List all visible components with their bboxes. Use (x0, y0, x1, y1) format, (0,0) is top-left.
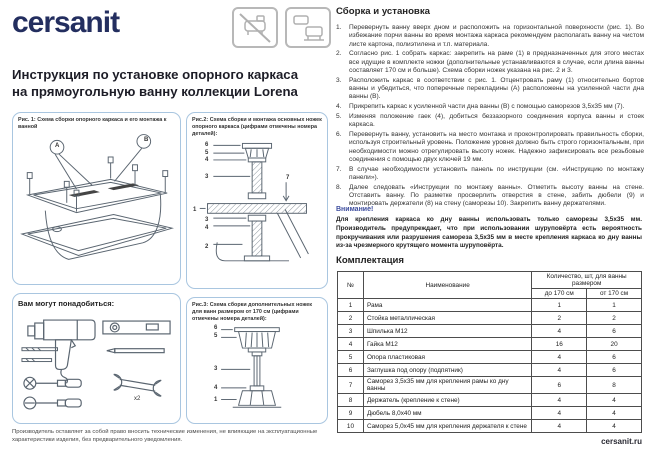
level-icon (103, 321, 170, 334)
figure-2-label: 3 (205, 174, 209, 181)
kit-row-num: 10 (338, 420, 364, 433)
figure-2-main-legs (186, 112, 328, 289)
wrench-icon (114, 374, 161, 396)
wrench-count-label: x2 (134, 396, 141, 402)
assembly-step (336, 184, 644, 209)
kit-row-qty-over: 6 (587, 325, 642, 338)
figure-3-label: 4 (214, 385, 218, 392)
kit-row-qty-over: 4 (587, 407, 642, 420)
assembly-step (336, 103, 644, 111)
figure-3-label: 1 (214, 397, 218, 404)
kit-row-qty-under: 4 (532, 407, 587, 420)
warning-text: Для крепления каркаса ко дну ванны использовать только саморезы 3,5х35 мм. Производитель предупреждает, что при использовании шуруповёрта есть вероятность прокручивания или разрушения самореза 3,5х35 мм в месте крепления каркаса ко дну ванны из-за чрезмерного крутящего момента шуруповёрта. (336, 216, 642, 250)
kit-row (338, 299, 642, 312)
step-text: Расположить каркас в соответствии с рис. 1. Отцентровать раму (1) относительно бортов ванны и убедиться, что поперечные перекладины (А) расположены на усиленной части дна ванны (B). (349, 76, 644, 101)
step-number: 1. (336, 24, 342, 31)
kit-row-name: Гайка М12 (363, 338, 531, 351)
step-number: 5. (336, 112, 342, 120)
kit-row-num: 2 (338, 312, 364, 325)
assembly-step (336, 77, 644, 102)
kit-row-num: 1 (338, 299, 364, 312)
step-text: Перевернуть ванну, установить на место монтажа и проконтролировать правильность сборки, используя строительный уровень. Положение уровня должно быть строго горизонтальным, при необходимости можно отрегулировать высоту ножек. Надежно зафиксировать все резьбовые соединения с помощью двух ключей 19 мм. (349, 131, 644, 163)
kit-row-qty-over: 6 (587, 351, 642, 364)
figure-3-label: 3 (214, 366, 218, 373)
kit-row-qty-under: 2 (532, 312, 587, 325)
figure-3-label: 5 (214, 333, 218, 340)
kit-row (338, 377, 642, 394)
kit-row-name: Шпилька М12 (363, 325, 531, 338)
kit-table (337, 271, 642, 433)
step-number: 7. (336, 165, 342, 173)
step-text: Изменяя положение гаек (4), добиться беззазорного соединения корпуса ванны и стоек каркаса. (349, 112, 644, 129)
figure-2-label: 1 (193, 207, 197, 214)
kit-row-qty-under: 4 (532, 420, 587, 433)
kit-row-num: 4 (338, 338, 364, 351)
step-text: Прикрепить каркас к усиленной части дна ванны (B) с помощью саморезов 3,5х35 мм (7). (349, 103, 625, 111)
step-number: 4. (336, 103, 342, 111)
kit-col-under-170: до 170 см (532, 289, 587, 299)
kit-row (338, 325, 642, 338)
do-not-place-on-side-icon (232, 7, 278, 48)
kit-row-name: Дюбель 8,0х40 мм (363, 407, 531, 420)
website-label: cersanit.ru (601, 437, 642, 446)
figure-1-caption: Рис. 1: Схема сборки опорного каркаса и его монтажа к ванной (18, 117, 167, 130)
kit-section-title: Комплектация (336, 255, 405, 266)
kit-row-qty-over: 8 (587, 377, 642, 394)
page-title (12, 66, 332, 100)
figure-1-label-b: B (144, 136, 149, 143)
figure-2-label: 2 (205, 244, 209, 251)
kit-row-name: Опора пластиковая (363, 351, 531, 364)
assembly-step (336, 131, 644, 164)
phillips-screwdriver-icon (24, 377, 81, 389)
figure-3-additional-legs (186, 297, 328, 424)
tools-box-title: Вам могут понадобиться: (18, 299, 115, 308)
step-number: 6. (336, 131, 342, 139)
kit-row-name: Саморез 3,5х35 мм для крепления рамы ко дну ванны (363, 377, 531, 394)
kit-col-over-170: от 170 см (587, 289, 642, 299)
kit-row-qty-over: 4 (587, 420, 642, 433)
kit-row-qty-over: 2 (587, 312, 642, 325)
step-text: Согласно рис. 1 собрать каркас: закрепить на раме (1) в предназначенных для этого местах все идущие в комплекте ножки (дополнительные устанавливаются в случае, если длина ванны составляет 170 см и больше). Схема сборки ножек указана на рис. 2 и 3. (349, 50, 644, 74)
figure-2-label: 3 (205, 217, 209, 224)
kit-row-num: 7 (338, 377, 364, 394)
figure-1-label-a: A (55, 142, 60, 149)
kit-row-qty-over: 1 (587, 299, 642, 312)
kit-row-qty-under: 4 (532, 351, 587, 364)
page-title-line1: Инструкция по установке опорного каркаса (12, 67, 299, 82)
cersanit-logo: cersanit (12, 6, 120, 39)
kit-row-name: Держатель (крепление к стене) (363, 394, 531, 407)
kit-row (338, 407, 642, 420)
kit-row (338, 338, 642, 351)
step-text: Перевернуть ванну вверх дном и расположить на горизонтальной поверхности (рис. 1). Во избежание порчи ванны во время монтажа каркаса рекомендуем располагать ванну на чистом листе картона, полиэтилена и т.п. материала. (349, 24, 644, 48)
tools-drawing (18, 308, 175, 421)
assembly-step (336, 24, 644, 49)
kit-row-qty-under: 4 (532, 325, 587, 338)
kit-row (338, 394, 642, 407)
figure-3-caption: Рис.3: Схема сборки дополнительных ножек для ванн размером от 170 см (цифрами отмечены номера деталей): (192, 302, 312, 322)
kit-row-name: Саморез 5,0х45 мм для крепления держателя к стене (363, 420, 531, 433)
kit-row-num: 8 (338, 394, 364, 407)
kit-row-num: 3 (338, 325, 364, 338)
page-title-line2: на прямоугольную ванну коллекции Lorena (12, 84, 298, 100)
kit-row-qty-under: 1 (532, 299, 587, 312)
figure-2-label: 6 (205, 142, 209, 149)
figure-3-drawing (192, 322, 322, 419)
kit-row-num: 9 (338, 407, 364, 420)
kit-table-header (338, 272, 642, 299)
warning-title: Внимание! (336, 206, 374, 213)
kit-row-qty-under: 4 (532, 364, 587, 377)
kit-row-name: Заглушка под опору (подпятник) (363, 364, 531, 377)
kit-row-name: Рама (363, 299, 531, 312)
figure-1-frame-assembly (12, 112, 181, 285)
instructions-column (336, 0, 644, 453)
drill-bits-icon (22, 348, 58, 362)
kit-row (338, 312, 642, 325)
assembly-section-title: Сборка и установка (336, 6, 430, 17)
figure-3-label: 6 (214, 325, 218, 332)
kit-col-number: № (338, 272, 364, 299)
kit-row-num: 5 (338, 351, 364, 364)
drill-icon (28, 320, 95, 383)
assembly-steps-list (336, 24, 644, 210)
kit-row-qty-under: 6 (532, 377, 587, 394)
kit-col-name: Наименование (363, 272, 531, 299)
figure-2-label: 4 (205, 157, 209, 164)
footer-disclaimer: Производитель оставляет за собой право вносить технические изменения, не влияющие на эксплуатационные характеристики изделия, без предварительного уведомления. (12, 429, 318, 443)
step-text: Далее следовать «Инструкции по монтажу ванны». Отметить высоту ванны на стене. Отставить ванну. По разметке просверлить отверстия в стене, забить дюбели (9) и монтировать держатели (8) на стену (саморезы 10). Закрепить ванну держателями. (349, 183, 644, 208)
assembly-step (336, 166, 644, 183)
assembly-step (336, 113, 644, 130)
figure-2-label: 5 (205, 150, 209, 157)
kit-row (338, 420, 642, 433)
figure-2-label: 4 (205, 225, 209, 232)
kit-row-qty-over: 4 (587, 394, 642, 407)
pencil-icon (107, 349, 164, 353)
figure-2-drawing (192, 137, 322, 284)
kit-row-qty-over: 6 (587, 364, 642, 377)
correct-placement-icon (285, 7, 331, 48)
flat-screwdriver-icon (24, 397, 81, 409)
kit-col-qty-group: Количество, шт, для ванны размером (532, 272, 642, 289)
kit-row-qty-under: 16 (532, 338, 587, 351)
figure-2-label: 7 (286, 175, 290, 182)
kit-row-qty-under: 4 (532, 394, 587, 407)
step-number: 8. (336, 183, 342, 191)
figure-1-drawing (18, 131, 175, 281)
tools-needed-box (12, 293, 181, 424)
step-number: 2. (336, 50, 342, 58)
figure-2-caption: Рис.2: Схема сборки и монтажа основных ножек опорного каркаса (цифрами отмечены номера деталей): (192, 117, 322, 137)
kit-table-body (338, 299, 642, 433)
step-number: 3. (336, 76, 342, 84)
kit-row (338, 351, 642, 364)
kit-row-qty-over: 20 (587, 338, 642, 351)
kit-row-num: 6 (338, 364, 364, 377)
kit-row-name: Стойка металлическая (363, 312, 531, 325)
step-text: В случае необходимости установить панель по инструкции (см. «Инструкцию по монтажу панели»). (349, 165, 644, 182)
assembly-step (336, 50, 644, 75)
kit-row (338, 364, 642, 377)
